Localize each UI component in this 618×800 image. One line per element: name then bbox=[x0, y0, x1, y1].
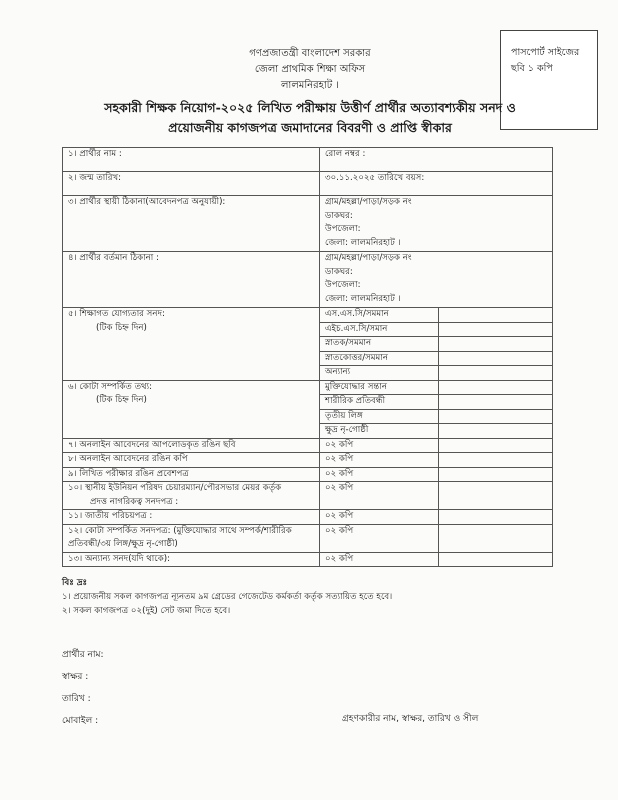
doc-label: ৮। অনলাইন আবেদনের রঙিন কপি bbox=[63, 453, 320, 468]
table-row bbox=[63, 482, 553, 510]
permanent-address-label: ৩। প্রার্থীর স্থায়ী ঠিকানা(আবেদনপত্র অনুযায়ী): bbox=[63, 196, 320, 252]
tick-box-postgraduate[interactable] bbox=[439, 351, 553, 366]
table-row bbox=[63, 148, 553, 172]
option-label: স্নাতক/সমমান bbox=[320, 337, 439, 352]
table-row bbox=[63, 380, 553, 395]
roll-number-field[interactable]: রোল নম্বর : bbox=[320, 148, 553, 172]
copies-count: ০২ কপি bbox=[320, 524, 439, 552]
option-label: এস.এস.সি/সমমান bbox=[320, 308, 439, 323]
office-name: জেলা প্রাথমিক শিক্ষা অফিস bbox=[254, 64, 366, 75]
tick-box-other[interactable] bbox=[439, 366, 553, 381]
present-address-field[interactable]: গ্রাম/মহল্লা/পাড়া/সড়ক নং ডাকঘর: উপজেলা: জেলা: লালমনিরহাট । bbox=[320, 252, 553, 308]
title-line1: সহকারী শিক্ষক নিয়োগ-২০২৫ লিখিত পরীক্ষায় উত্তীর্ণ প্রার্থীর অত্যাবশ্যকীয় সনদ ও bbox=[104, 100, 516, 115]
option-label: এইচ.এস.সি/সমান bbox=[320, 322, 439, 337]
notes-title: বিঃ দ্রঃ bbox=[62, 578, 88, 588]
table-row bbox=[63, 467, 553, 482]
copies-count: ০২ কপি bbox=[320, 552, 439, 567]
copies-count: ০২ কপি bbox=[320, 467, 439, 482]
doc-label: ১১। জাতীয় পরিচয়পত্র : bbox=[63, 510, 320, 525]
education-label: ৫। শিক্ষাগত যোগ্যতার সনদ: (টিক চিহ্ন দিন) bbox=[63, 308, 320, 381]
tick-box-third-gender[interactable] bbox=[439, 409, 553, 424]
photo-box-line2: ছবি ১ কপি bbox=[511, 63, 553, 74]
office-header bbox=[150, 46, 470, 94]
option-label: স্নাতকোত্তর/সমমান bbox=[320, 351, 439, 366]
district-name: লালমনিরহাট । bbox=[280, 80, 340, 91]
option-label: তৃতীয় লিঙ্গ bbox=[320, 409, 439, 424]
tick-box-hsc[interactable] bbox=[439, 322, 553, 337]
table-row bbox=[63, 172, 553, 196]
document-form-table bbox=[62, 147, 553, 567]
page-title bbox=[40, 98, 580, 138]
receiver-signature-label: গ্রহণকারীর নাম, স্বাক্ষর, তারিখ ও সীল bbox=[342, 714, 479, 724]
birth-date-field[interactable]: ২। জন্ম তারিখ: bbox=[63, 172, 320, 196]
title-line2: প্রয়োজনীয় কাগজপত্র জমাদানের বিবরণী ও প্রাপ্তি স্বীকার bbox=[168, 120, 452, 135]
copies-count: ০২ কপি bbox=[320, 453, 439, 468]
table-row bbox=[63, 552, 553, 567]
table-row bbox=[63, 438, 553, 453]
tick-box-ethnic[interactable] bbox=[439, 424, 553, 439]
govt-name: গণপ্রজাতন্ত্রী বাংলাদেশ সরকার bbox=[249, 48, 371, 59]
copies-count: ০২ কপি bbox=[320, 482, 439, 510]
table-row bbox=[63, 510, 553, 525]
signature-line[interactable]: স্বাক্ষর : bbox=[62, 672, 89, 682]
tick-box-graduate[interactable] bbox=[439, 337, 553, 352]
copies-count: ০২ কপি bbox=[320, 510, 439, 525]
receipt-box[interactable] bbox=[439, 552, 553, 567]
doc-label: ৭। অনলাইন আবেদনের আপলোডকৃত রঙিন ছবি bbox=[63, 438, 320, 453]
tick-box-disabled[interactable] bbox=[439, 395, 553, 410]
candidate-name-line[interactable]: প্রার্থীর নাম: bbox=[62, 650, 104, 660]
copies-count: ০২ কপি bbox=[320, 438, 439, 453]
table-row bbox=[63, 524, 553, 552]
receipt-box[interactable] bbox=[439, 524, 553, 552]
candidate-name-field[interactable]: ১। প্রার্থীর নাম : bbox=[63, 148, 320, 172]
tick-box-freedom-fighter[interactable] bbox=[439, 380, 553, 395]
note-item: ২। সকল কাগজপত্র ০২(দুই) সেট জমা দিতে হবে। bbox=[62, 606, 231, 616]
doc-label: ১৩। অন্যান্য সনদ(যদি থাকে): bbox=[63, 552, 320, 567]
table-row bbox=[63, 308, 553, 323]
mobile-line[interactable]: মোবাইল : bbox=[62, 716, 99, 726]
age-field[interactable]: ৩০.১১.২০২৫ তারিখে বয়স: bbox=[320, 172, 553, 196]
table-row bbox=[63, 196, 553, 252]
receipt-box[interactable] bbox=[439, 467, 553, 482]
option-label: ক্ষুদ্র নৃ-গোষ্ঠী bbox=[320, 424, 439, 439]
quota-label: ৬। কোটা সম্পর্কিত তথ্য: (টিক চিহ্ন দিন) bbox=[63, 380, 320, 438]
doc-label: ১২। কোটা সম্পর্কিত সনদপত্র: (মুক্তিযোদ্ধার সাথে সম্পর্ক/শারীরিক প্রতিবন্ধী/৩য় লিঙ্গ/ক্ষুদ্র নৃ-গোষ্ঠী) bbox=[63, 524, 320, 552]
receipt-box[interactable] bbox=[439, 438, 553, 453]
notes-section bbox=[62, 576, 392, 618]
doc-label: ৯। লিখিত পরীক্ষার রঙিন প্রবেশপত্র bbox=[63, 467, 320, 482]
table-row bbox=[63, 252, 553, 308]
doc-label: ১০। স্থানীয় ইউনিয়ন পরিষদ চেয়ারম্যান/পৌরসভার মেয়র কর্তৃক প্রদত্ত নাগরিকত্ব সনদপত্র : bbox=[63, 482, 320, 510]
present-address-label: ৪। প্রার্থীর বর্তমান ঠিকানা : bbox=[63, 252, 320, 308]
tick-box-ssc[interactable] bbox=[439, 308, 553, 323]
date-line[interactable]: তারিখ : bbox=[62, 694, 91, 704]
receipt-box[interactable] bbox=[439, 453, 553, 468]
candidate-signature-block bbox=[62, 647, 104, 735]
photo-box-line1: পাসপোর্ট সাইজের bbox=[511, 47, 580, 58]
receipt-box[interactable] bbox=[439, 510, 553, 525]
option-label: শারীরিক প্রতিবন্ধী bbox=[320, 395, 439, 410]
receipt-box[interactable] bbox=[439, 482, 553, 510]
option-label: মুক্তিযোদ্ধার সন্তান bbox=[320, 380, 439, 395]
option-label: অন্যান্য bbox=[320, 366, 439, 381]
table-row bbox=[63, 453, 553, 468]
note-item: ১। প্রয়োজনীয় সকল কাগজপত্র ন্যূনতম ৯ম গ্রেডের গেজেটেড কর্মকর্তা কর্তৃক সত্যায়িত হতে হবে। bbox=[62, 592, 393, 602]
permanent-address-field[interactable]: গ্রাম/মহল্লা/পাড়া/সড়ক নং ডাকঘর: উপজেলা: জেলা: লালমনিরহাট । bbox=[320, 196, 553, 252]
